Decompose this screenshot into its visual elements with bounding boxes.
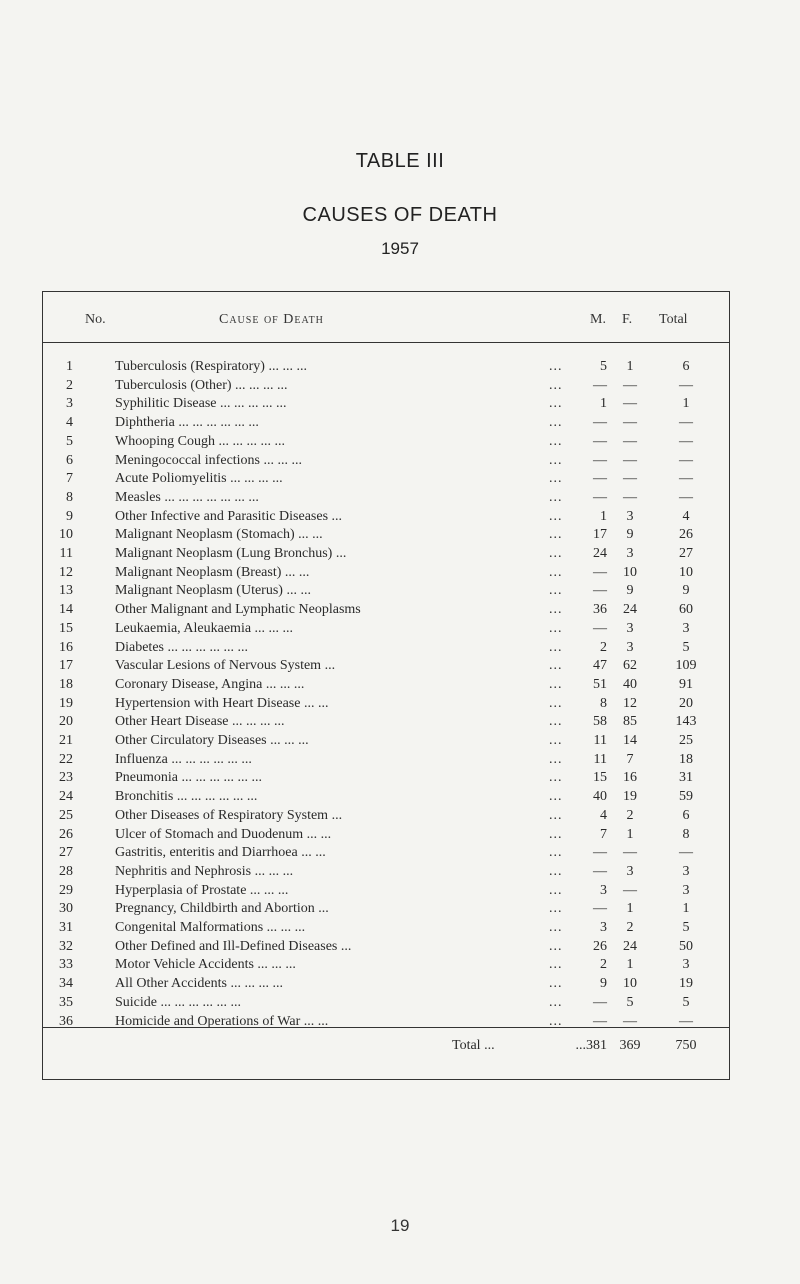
row-male: 26 [593, 938, 607, 954]
row-total: 1 [682, 396, 690, 412]
row-number: 36 [59, 1013, 73, 1029]
row-number: 24 [59, 789, 73, 805]
row-male: 4 [600, 807, 607, 823]
row-female: — [623, 396, 637, 412]
header-f: F. [622, 312, 633, 327]
row-cause: Diabetes ... ... ... ... ... ... [115, 639, 248, 655]
row-leader-dots: ... [549, 546, 563, 561]
row-leader-dots: ... [549, 471, 563, 487]
table-row [43, 600, 729, 619]
row-leader-dots: ... [549, 676, 563, 692]
row-leader-dots: ... [549, 938, 563, 954]
row-male: 36 [593, 602, 607, 618]
row-leader-dots: ... [549, 564, 563, 580]
row-number: 4 [66, 415, 73, 431]
row-leader-dots: ... [549, 845, 563, 861]
row-cause: Leukaemia, Aleukaemia ... ... ... [115, 620, 294, 636]
row-total: 9 [682, 583, 690, 599]
row-number: 12 [59, 564, 73, 580]
row-total: 50 [679, 938, 693, 954]
row-female: 3 [626, 508, 634, 524]
table-row [43, 768, 729, 787]
table-row [43, 357, 729, 376]
row-cause: Hyperplasia of Prostate ... ... ... [115, 882, 289, 898]
row-cause: Pneumonia ... ... ... ... ... ... [115, 770, 262, 786]
table-row [43, 712, 729, 731]
row-female: — [623, 433, 637, 449]
row-total: 143 [675, 714, 697, 730]
row-cause: Diphtheria ... ... ... ... ... ... [115, 415, 259, 431]
row-cause: Acute Poliomyelitis ... ... ... ... [115, 471, 283, 487]
table-row [43, 488, 729, 507]
row-number: 1 [66, 359, 73, 374]
row-cause: Malignant Neoplasm (Stomach) ... ... [115, 527, 323, 543]
row-number: 11 [59, 546, 73, 561]
row-female: 19 [623, 789, 637, 805]
row-total: 59 [679, 789, 693, 805]
row-total: 4 [682, 508, 690, 524]
row-cause: Tuberculosis (Other) ... ... ... ... [115, 377, 288, 393]
row-leader-dots: ... [549, 714, 563, 730]
table-row [43, 731, 729, 750]
table-row [43, 843, 729, 862]
table-row [43, 451, 729, 470]
row-female: 10 [623, 564, 637, 580]
row-cause: Measles ... ... ... ... ... ... ... [115, 489, 259, 505]
row-number: 14 [59, 602, 73, 618]
table-row [43, 881, 729, 900]
row-total: 1 [682, 901, 690, 917]
row-female: 40 [623, 676, 637, 692]
row-leader-dots: ... [549, 920, 563, 935]
total-all: 750 [675, 1038, 697, 1053]
row-leader-dots: ... [549, 620, 563, 636]
total-f: 369 [619, 1038, 641, 1053]
row-cause: Ulcer of Stomach and Duodenum ... ... [115, 826, 332, 842]
table-row [43, 525, 729, 544]
table-title: TABLE III [355, 150, 445, 172]
row-leader-dots: ... [549, 359, 563, 374]
row-number: 32 [59, 938, 73, 954]
table-row [43, 619, 729, 638]
row-leader-dots: ... [549, 396, 563, 412]
row-total: 109 [675, 658, 697, 674]
row-number: 29 [59, 882, 73, 898]
header-divider [43, 342, 729, 343]
row-number: 10 [59, 527, 73, 543]
row-cause: Influenza ... ... ... ... ... ... [115, 751, 252, 767]
row-cause: Other Diseases of Respiratory System ... [115, 807, 343, 823]
row-leader-dots: ... [549, 807, 563, 823]
row-female: — [623, 845, 637, 861]
row-male: 7 [600, 826, 607, 842]
header-cause [219, 312, 324, 328]
row-total: 10 [679, 564, 693, 580]
row-total: 3 [682, 882, 690, 898]
row-total: 5 [682, 920, 690, 935]
total-divider [43, 1027, 729, 1028]
row-female: 1 [626, 826, 634, 842]
row-leader-dots: ... [549, 882, 563, 898]
row-cause: Pregnancy, Childbirth and Abortion ... [115, 901, 329, 917]
row-male: 51 [593, 676, 607, 692]
row-number: 17 [59, 658, 73, 674]
table-row [43, 806, 729, 825]
row-total: 26 [679, 527, 693, 543]
row-male: — [593, 1013, 607, 1029]
row-cause: Syphilitic Disease ... ... ... ... ... [115, 396, 287, 412]
row-male: 9 [600, 976, 607, 992]
row-cause: Bronchitis ... ... ... ... ... ... [115, 789, 258, 805]
row-female: 5 [626, 994, 634, 1010]
row-female: — [623, 1013, 637, 1029]
row-leader-dots: ... [549, 789, 563, 805]
row-total: 3 [682, 620, 690, 636]
row-female: 62 [623, 658, 637, 674]
table-row [43, 638, 729, 657]
table-row [43, 955, 729, 974]
row-male: 40 [593, 789, 607, 805]
row-leader-dots: ... [549, 527, 563, 543]
row-leader-dots: ... [549, 639, 563, 655]
row-male: 5 [600, 359, 607, 374]
row-female: 3 [626, 863, 634, 879]
row-total: — [679, 433, 693, 449]
row-leader-dots: ... [549, 957, 563, 973]
table-year: 1957 [381, 239, 419, 258]
row-male: 24 [593, 546, 607, 561]
row-total: 31 [679, 770, 693, 786]
row-cause: Gastritis, enteritis and Diarrhoea ... ... [115, 845, 326, 861]
row-number: 27 [59, 845, 73, 861]
row-male: 1 [600, 396, 607, 412]
row-male: 15 [593, 770, 607, 786]
row-leader-dots: ... [549, 994, 563, 1010]
row-female: — [623, 489, 637, 505]
row-male: — [593, 489, 607, 505]
total-label: Total ... [452, 1038, 495, 1053]
row-female: 3 [626, 546, 634, 561]
row-cause: Other Circulatory Diseases ... ... ... [115, 733, 309, 748]
row-female: 2 [626, 807, 634, 823]
row-female: — [623, 377, 637, 393]
row-female: 16 [623, 770, 637, 786]
row-cause: All Other Accidents ... ... ... ... [115, 976, 283, 992]
row-male: — [593, 845, 607, 861]
row-leader-dots: ... [549, 489, 563, 505]
row-total: 5 [682, 639, 690, 655]
row-female: — [623, 471, 637, 487]
row-cause: Malignant Neoplasm (Lung Bronchus) ... [115, 546, 347, 561]
row-total: — [679, 452, 693, 468]
row-total: — [679, 471, 693, 487]
row-leader-dots: ... [549, 658, 563, 674]
row-total: — [679, 1013, 693, 1029]
row-number: 15 [59, 620, 73, 636]
table-row [43, 507, 729, 526]
row-female: 3 [626, 639, 634, 655]
row-cause: Other Infective and Parasitic Diseases ... [115, 508, 343, 524]
row-female: 24 [623, 938, 637, 954]
row-number: 23 [59, 770, 73, 786]
row-female: 14 [623, 733, 637, 748]
row-male: — [593, 452, 607, 468]
row-leader-dots: ... [549, 602, 563, 618]
row-cause: Tuberculosis (Respiratory) ... ... ... [115, 359, 307, 374]
row-total: — [679, 377, 693, 393]
row-female: — [623, 415, 637, 431]
row-male: — [593, 994, 607, 1010]
table-row [43, 787, 729, 806]
row-leader-dots: ... [549, 733, 563, 748]
row-male: 58 [593, 714, 607, 730]
row-male: 11 [593, 751, 607, 767]
table-row [43, 432, 729, 451]
row-female: 12 [623, 695, 637, 711]
row-male: — [593, 620, 607, 636]
row-male: — [593, 377, 607, 393]
table-row [43, 469, 729, 488]
row-female: 9 [626, 527, 634, 543]
row-number: 16 [59, 639, 73, 655]
row-number: 33 [59, 957, 73, 973]
row-leader-dots: ... [549, 901, 563, 917]
row-number: 18 [59, 676, 73, 692]
row-cause: Meningococcal infections ... ... ... [115, 452, 303, 468]
row-female: — [623, 452, 637, 468]
table-row [43, 376, 729, 395]
row-cause: Coronary Disease, Angina ... ... ... [115, 676, 305, 692]
row-cause: Malignant Neoplasm (Breast) ... ... [115, 564, 310, 580]
row-cause: Whooping Cough ... ... ... ... ... [115, 433, 285, 449]
row-female: 3 [626, 620, 634, 636]
table-row [43, 918, 729, 937]
row-female: 1 [626, 957, 634, 973]
row-number: 3 [66, 396, 73, 412]
table-row [43, 675, 729, 694]
row-leader-dots: ... [549, 1013, 563, 1029]
row-number: 34 [59, 976, 73, 992]
row-cause: Nephritis and Nephrosis ... ... ... [115, 863, 294, 879]
row-total: 27 [679, 546, 693, 561]
row-number: 5 [66, 433, 73, 449]
row-total: 3 [682, 863, 690, 879]
row-female: 1 [626, 359, 634, 374]
row-female: 1 [626, 901, 634, 917]
table-row [43, 862, 729, 881]
header-no: No. [85, 312, 106, 327]
row-male: 1 [600, 508, 607, 524]
row-male: — [593, 901, 607, 917]
row-cause: Other Malignant and Lymphatic Neoplasms [115, 602, 361, 618]
row-total: — [679, 845, 693, 861]
row-number: 30 [59, 901, 73, 917]
row-total: 5 [682, 994, 690, 1010]
table-row [43, 993, 729, 1012]
table-row [43, 581, 729, 600]
row-female: 2 [626, 920, 634, 935]
row-cause: Congenital Malformations ... ... ... [115, 920, 306, 935]
table-row [43, 394, 729, 413]
row-male: 3 [600, 882, 607, 898]
row-leader-dots: ... [549, 433, 563, 449]
row-male: — [593, 471, 607, 487]
row-male: 17 [593, 527, 607, 543]
row-number: 28 [59, 863, 73, 879]
page-number: 19 [390, 1216, 410, 1235]
row-number: 21 [59, 733, 73, 748]
row-leader-dots: ... [549, 377, 563, 393]
row-number: 20 [59, 714, 73, 730]
row-number: 19 [59, 695, 73, 711]
table-row [43, 750, 729, 769]
table-row [43, 899, 729, 918]
row-leader-dots: ... [549, 508, 563, 524]
row-total: — [679, 489, 693, 505]
row-leader-dots: ... [549, 583, 563, 599]
row-male: 11 [593, 733, 607, 748]
row-male: 47 [593, 658, 607, 674]
row-leader-dots: ... [549, 826, 563, 842]
row-leader-dots: ... [549, 695, 563, 711]
row-cause: Vascular Lesions of Nervous System ... [115, 658, 336, 674]
row-total: 60 [679, 602, 693, 618]
row-female: 7 [626, 751, 634, 767]
table-row [43, 544, 729, 563]
row-total: 18 [679, 751, 693, 767]
header-m: M. [590, 312, 606, 327]
row-cause: Homicide and Operations of War ... ... [115, 1013, 329, 1029]
row-female: 10 [623, 976, 637, 992]
row-cause: Motor Vehicle Accidents ... ... ... [115, 957, 296, 973]
row-leader-dots: ... [549, 452, 563, 468]
row-male: — [593, 433, 607, 449]
row-total: — [679, 415, 693, 431]
row-leader-dots: ... [549, 415, 563, 431]
table-subtitle: CAUSES OF DEATH [302, 204, 498, 226]
table-row [43, 413, 729, 432]
causes-of-death-table [42, 291, 730, 1080]
table-row [43, 563, 729, 582]
row-number: 22 [59, 751, 73, 767]
row-number: 26 [59, 826, 73, 842]
row-cause: Other Defined and Ill-Defined Diseases ... [115, 938, 352, 954]
row-leader-dots: ... [549, 751, 563, 767]
row-female: 24 [623, 602, 637, 618]
row-total: 8 [682, 826, 690, 842]
row-male: 2 [600, 639, 607, 655]
row-number: 8 [66, 489, 73, 505]
header-cause-label: Cause of Death [219, 312, 324, 327]
row-number: 6 [66, 452, 73, 468]
row-male: — [593, 564, 607, 580]
row-total: 6 [682, 359, 690, 374]
table-row [43, 937, 729, 956]
row-female: — [623, 882, 637, 898]
row-cause: Other Heart Disease ... ... ... ... [115, 714, 285, 730]
row-number: 31 [59, 920, 73, 935]
table-row [43, 656, 729, 675]
row-male: — [593, 863, 607, 879]
row-male: — [593, 415, 607, 431]
row-leader-dots: ... [549, 770, 563, 786]
row-number: 35 [59, 994, 73, 1010]
row-number: 7 [66, 471, 73, 487]
row-female: 9 [626, 583, 634, 599]
row-cause: Malignant Neoplasm (Uterus) ... ... [115, 583, 311, 599]
row-leader-dots: ... [549, 976, 563, 992]
row-total: 3 [682, 957, 690, 973]
row-number: 2 [66, 377, 73, 393]
row-number: 25 [59, 807, 73, 823]
row-cause: Hypertension with Heart Disease ... ... [115, 695, 329, 711]
row-total: 20 [679, 695, 693, 711]
table-row [43, 825, 729, 844]
row-number: 9 [66, 508, 73, 524]
row-female: 85 [623, 714, 637, 730]
row-number: 13 [59, 583, 73, 599]
total-m: ...381 [575, 1038, 607, 1053]
row-cause: Suicide ... ... ... ... ... ... [115, 994, 241, 1010]
row-total: 6 [682, 807, 690, 823]
header-total: Total [659, 312, 688, 327]
row-total: 91 [679, 676, 693, 692]
row-male: 3 [600, 920, 607, 935]
row-total: 19 [679, 976, 693, 992]
table-row [43, 694, 729, 713]
row-male: 8 [600, 695, 607, 711]
row-male: 2 [600, 957, 607, 973]
row-male: — [593, 583, 607, 599]
table-row [43, 974, 729, 993]
row-total: 25 [679, 733, 693, 748]
row-leader-dots: ... [549, 863, 563, 879]
